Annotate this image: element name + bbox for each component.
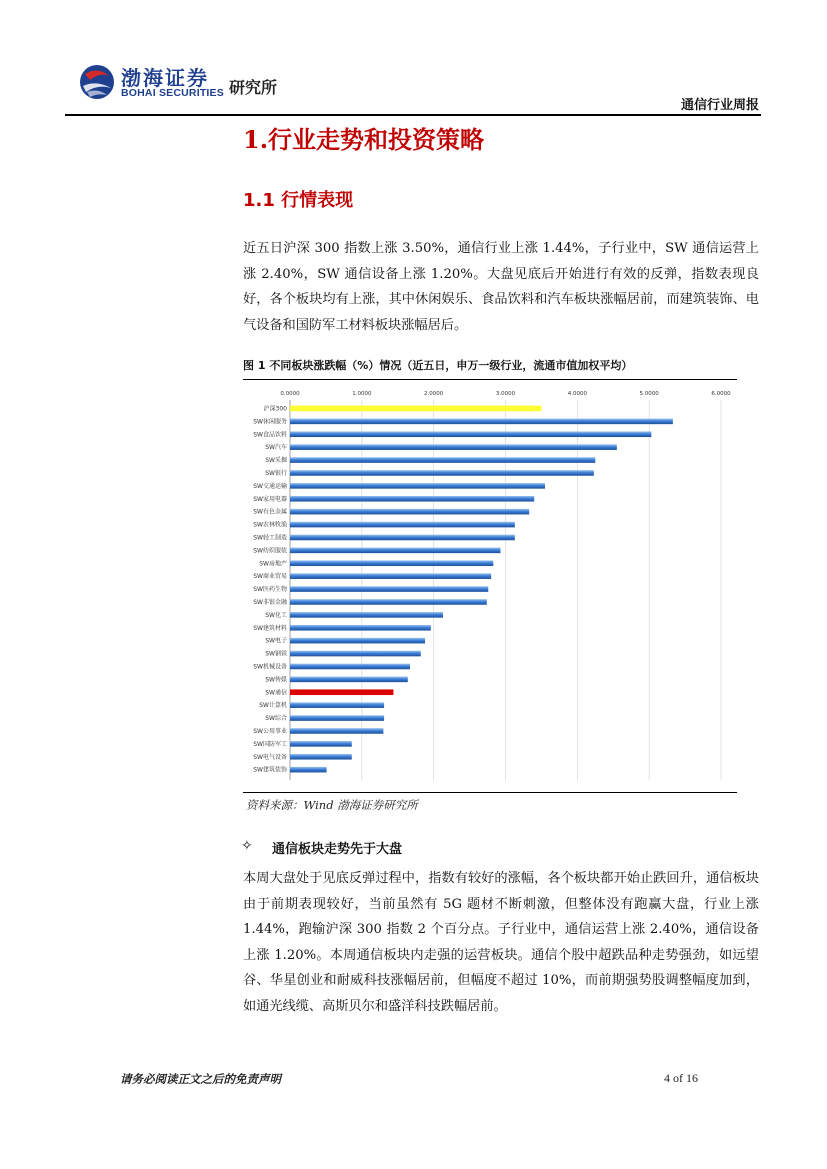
category-label: SW电子 <box>265 637 287 645</box>
category-label: SW机械设备 <box>253 663 287 671</box>
category-label: SW房地产 <box>259 560 287 568</box>
bar <box>290 612 443 618</box>
bar <box>290 431 651 437</box>
figure-top-rule <box>243 379 737 380</box>
bar <box>290 522 515 528</box>
category-label: SW食品饮料 <box>253 431 287 439</box>
bar <box>290 715 384 721</box>
bar <box>290 509 529 515</box>
bar <box>290 702 384 708</box>
bar <box>290 560 493 566</box>
x-tick-label: 0.0000 <box>280 391 300 397</box>
category-label: SW商业贸易 <box>253 573 287 581</box>
x-tick-label: 5.0000 <box>639 391 659 397</box>
category-label: SW农林牧渔 <box>253 521 287 529</box>
report-type-label: 通信行业周报 <box>680 98 759 113</box>
bar <box>290 664 410 670</box>
category-label: SW国防军工 <box>253 740 287 748</box>
category-label: SW非银金融 <box>253 598 287 606</box>
bar <box>290 677 408 683</box>
page-number: 4 of 16 <box>664 1071 698 1085</box>
bar <box>290 728 383 734</box>
x-tick-label: 1.0000 <box>352 391 372 397</box>
sector-performance-chart <box>243 382 737 790</box>
bullet-heading: 通信板块走势先于大盘 <box>272 842 403 857</box>
figure-caption: 图 1 不同板块涨跌幅（%）情况（近五日，申万一级行业，流通市值加权平均） <box>243 359 633 372</box>
category-label: SW传媒 <box>265 676 287 684</box>
category-label: SW化工 <box>265 611 287 619</box>
category-label: SW汽车 <box>265 444 287 452</box>
bohai-logo-icon <box>78 62 116 102</box>
bar <box>290 535 515 541</box>
category-label: SW电气设备 <box>253 753 287 761</box>
bar <box>290 599 487 605</box>
footer-disclaimer: 请务必阅读正文之后的免责声明 <box>120 1072 281 1086</box>
bar <box>290 470 594 476</box>
category-label: SW医药生物 <box>253 586 287 594</box>
bar <box>290 638 425 644</box>
bar <box>290 586 488 592</box>
category-label: SW轻工制造 <box>253 534 287 542</box>
category-label: SW通信 <box>265 689 287 697</box>
section-heading: 1.行业走势和投资策略 <box>243 125 485 154</box>
telecom-sector-paragraph: 本周大盘处于见底反弹过程中，指数有较好的涨幅，各个板块都开始止跌回升，通信板块由于前期表现较好，当前虽然有 5G 题材不断刺激，但整体没有跑赢大盘，行业上涨 1.44%，跑输沪深 300 指数 2 个百分点。子行业中，通信运营上涨 2.40%，通信设备上涨 1.20%。本周通信板块内走强的运营板块。通信个股中超跌品种走势强劲，如远望谷、华星创业和耐威科技涨幅居前，但幅度不超过 10%，而前期强势股调整幅度加到，如通光线缆、高斯贝尔和盛洋科技跌幅居前。 <box>243 871 759 1014</box>
category-label: SW公用事业 <box>253 727 287 735</box>
category-label: 沪深300 <box>263 405 287 413</box>
category-label: SW钢铁 <box>265 650 287 658</box>
bar <box>290 651 421 657</box>
category-label: SW采掘 <box>265 457 287 465</box>
market-performance-paragraph: 近五日沪深 300 指数上涨 3.50%，通信行业上涨 1.44%，子行业中，SW 通信运营上涨 2.40%，SW 通信设备上涨 1.20%。大盘见底后开始进行有效的反弹，指数表现良好，各个板块均有上涨，其中休闲娱乐、食品饮料和汽车板块涨幅居前，而建筑装饰、电气设备和国防军工材料板块涨幅居后。 <box>243 241 759 333</box>
bar <box>290 457 595 463</box>
category-label: SW综合 <box>265 715 287 723</box>
x-tick-label: 2.0000 <box>424 391 444 397</box>
bar <box>290 573 491 579</box>
bar <box>290 625 431 631</box>
bar <box>290 754 352 760</box>
category-label: SW建筑装饰 <box>253 766 287 774</box>
x-tick-label: 3.0000 <box>495 391 516 397</box>
subsection-heading: 1.1 行情表现 <box>243 190 354 211</box>
category-label: SW家用电器 <box>253 495 287 503</box>
category-label: SW计算机 <box>259 702 287 710</box>
category-label: SW交通运输 <box>253 482 287 490</box>
bar <box>290 548 500 554</box>
logo-cn-text: 渤海证券 <box>121 66 209 90</box>
category-label: SW有色金属 <box>253 508 287 516</box>
institute-label: 研究所 <box>229 78 278 97</box>
x-tick-label: 6.0000 <box>711 391 731 397</box>
diamond-bullet-icon: ✧ <box>241 838 253 854</box>
header-divider <box>65 114 761 116</box>
bar <box>290 767 327 773</box>
category-label: SW休闲服务 <box>253 418 287 426</box>
category-label: SW纺织服装 <box>253 547 287 555</box>
bar <box>290 406 541 412</box>
bar <box>290 496 534 502</box>
bar <box>290 741 352 747</box>
x-tick-label: 4.0000 <box>567 391 587 397</box>
bar <box>290 483 545 489</box>
figure-source: 资料来源：Wind 渤海证券研究所 <box>246 798 418 812</box>
category-label: SW建筑材料 <box>253 624 287 632</box>
figure-bottom-rule <box>243 792 737 793</box>
category-label: SW银行 <box>265 469 287 477</box>
bar <box>290 419 673 425</box>
logo-en-text: BOHAI SECURITIES <box>121 87 224 99</box>
bar <box>290 689 393 695</box>
bar <box>290 444 617 450</box>
